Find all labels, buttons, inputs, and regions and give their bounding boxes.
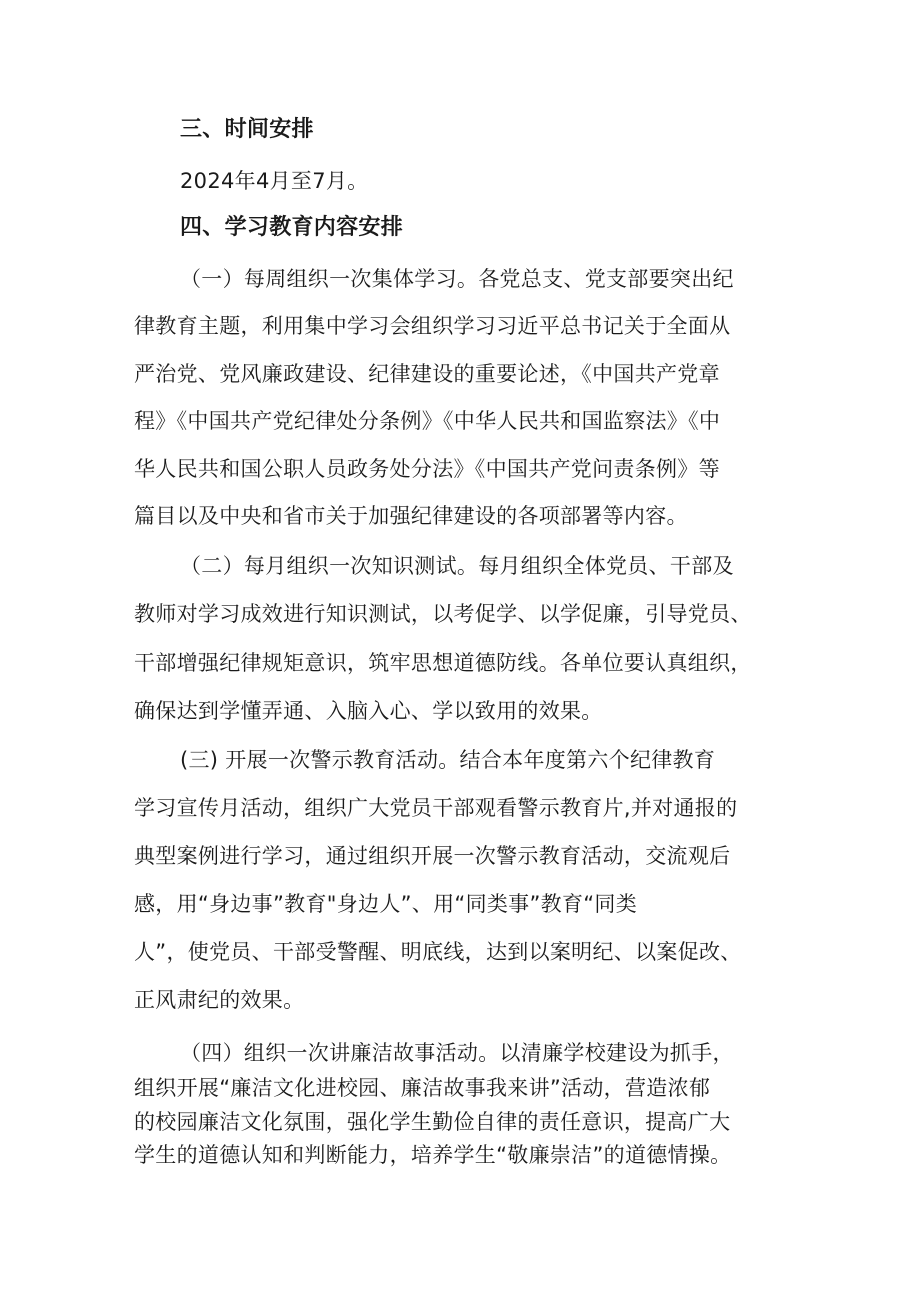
paragraph-line: 确保达到学懂弄通、入脑入心、学以致用的效果。 — [134, 699, 603, 723]
paragraph-line: （一）每周组织一次集体学习。各党总支、党支部要突出纪 — [180, 267, 734, 291]
paragraph-line: (三) 开展一次警示教育活动。结合本年度第六个纪律教育 — [180, 748, 716, 772]
paragraph-line: 学习宣传月活动，组织广大党员干部观看警示教育片,并对通报的 — [134, 796, 738, 820]
paragraph-line: 程》《中国共产党纪律处分条例》《中华人民共和国监察法》《中 — [134, 409, 721, 433]
paragraph-line: 的校园廉洁文化氛围，强化学生勤俭自律的责任意识，提高广大 — [134, 1110, 731, 1134]
paragraph-line: 律教育主题，利用集中学习会组织学习习近平总书记关于全面从 — [134, 314, 731, 338]
paragraph-line: 篇目以及中央和省市关于加强纪律建设的各项部署等内容。 — [134, 504, 688, 528]
paragraph-line: 感，用“身边事”教育"身边人”、用“同类事”教育“同类 — [134, 892, 638, 916]
paragraph-line: 学生的道德认知和判断能力，培养学生“敬廉崇洁”的道德情操。 — [134, 1143, 732, 1167]
paragraph-line: 人”，使党员、干部受警醒、明底线，达到以案明纪、以案促改、 — [134, 940, 742, 964]
paragraph-line: 华人民共和国公职人员政务处分法》《中国共产党问责条例》等 — [134, 457, 720, 481]
paragraph-line: 典型案例进行学习，通过组织开展一次警示教育活动，交流观后 — [134, 844, 731, 868]
section-heading-content: 四、学习教育内容安排 — [180, 215, 404, 240]
paragraph-line: 2024年4月至7月。 — [180, 169, 369, 193]
paragraph-line: （四）组织一次讲廉洁故事活动。以清廉学校建设为抓手， — [180, 1041, 734, 1065]
paragraph-line: 教师对学习成效进行知识测试，以考促学、以学促廉，引导党员、 — [134, 602, 752, 626]
paragraph-line: 干部增强纪律规矩意识，筑牢思想道德防线。各单位要认真组织， — [134, 651, 752, 675]
section-heading-time: 三、时间安排 — [180, 117, 314, 142]
paragraph-line: 正风肃纪的效果。 — [134, 988, 305, 1012]
paragraph-line: 组织开展“廉洁文化进校园、廉洁故事我来讲”活动，营造浓郁 — [134, 1076, 711, 1100]
paragraph-line: 严治党、党风廉政建设、纪律建设的重要论述，《中国共产党章 — [134, 362, 720, 386]
paragraph-line: （二）每月组织一次知识测试。每月组织全体党员、干部及 — [180, 554, 734, 578]
